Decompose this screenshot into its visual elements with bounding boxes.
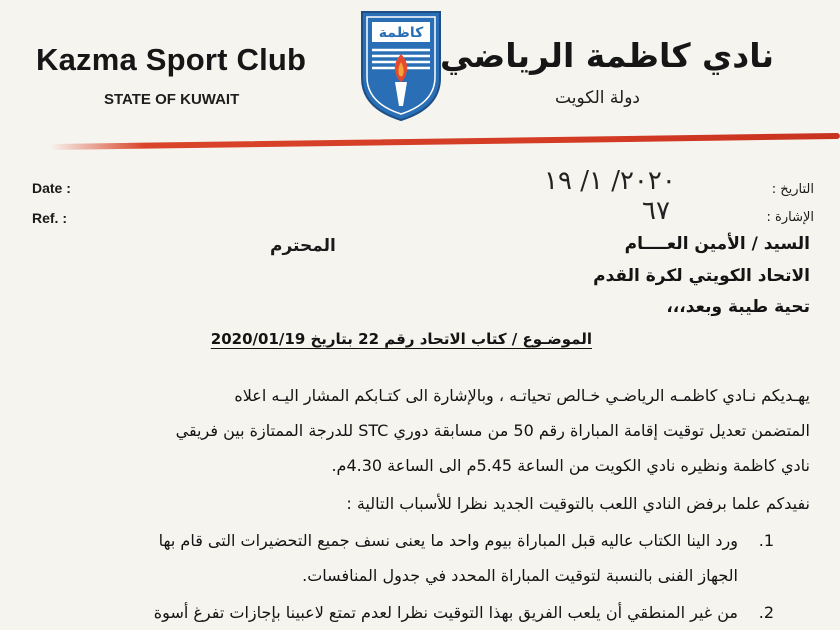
body-paragraph-1-line-2: المتضمن تعديل توقيت إقامة المباراة رقم 50 من مسابقة دوري STC للدرجة الممتازة بين فريقي [175, 421, 810, 440]
list-item-2-line-1: من غير المنطقي أن يلعب الفريق بهذا التوقيت نظرا لعدم تمتع لاعبينا بإجازات تفرغ أسوة [153, 603, 738, 622]
state-name-ar: دولة الكويت [555, 88, 640, 108]
list-item-1-line-2: الجهاز الفنى بالنسبة لتوقيت المباراة المحدد في جدول المنافسات. [302, 566, 738, 585]
recipient-organization: الاتحاد الكويتي لكرة القدم [593, 266, 810, 286]
body-paragraph-2: نفيدكم علما برفض النادي اللعب بالتوقيت الجديد نظرا للأسباب التالية : [346, 494, 810, 513]
respected-label: المحترم [270, 236, 336, 256]
state-name-en: STATE OF KUWAIT [104, 91, 240, 108]
date-label-en: Date : [32, 180, 71, 196]
date-label-ar: التاريخ : [771, 182, 814, 197]
crest-logo-text: كاظمة [378, 25, 424, 41]
body-paragraph-1-line-1: يهـديكم نـادي كاظمـه الرياضـي خـالص تحياتـه ، وبالإشارة الى كتـابكم المشار اليـه اعلاه [234, 386, 810, 405]
body-paragraph-1-line-3: نادي كاظمة ونظيره نادي الكويت من الساعة 5.45م الى الساعة 4.30م. [331, 456, 810, 475]
ref-label-en: Ref. : [32, 210, 67, 226]
recipient-title: السيد / الأمين العــــام [624, 234, 810, 254]
header-divider [50, 133, 840, 150]
subject-line: الموضـوع / كتاب الاتحاد رقم 22 بتاريخ 2020/01/19 [210, 330, 592, 348]
list-item-number: .2 [758, 603, 774, 622]
club-name-en: Kazma Sport Club [36, 42, 307, 77]
list-item-number: .1 [758, 531, 774, 550]
club-name-ar: نادي كاظمة الرياضي [439, 36, 774, 75]
ref-label-ar: الإشارة : [766, 210, 814, 225]
greeting: تحية طيبة وبعد،،، [666, 297, 810, 317]
date-value: ٢٠٢٠/ ١/ ١٩ [544, 166, 676, 196]
club-crest-logo [358, 8, 444, 122]
ref-value: ٦٧ [642, 196, 670, 226]
list-item-1-line-1: ورد الينا الكتاب عاليه قبل المباراة بيوم واحد ما يعنى نسف جميع التحضيرات التى قام بها [158, 531, 738, 550]
